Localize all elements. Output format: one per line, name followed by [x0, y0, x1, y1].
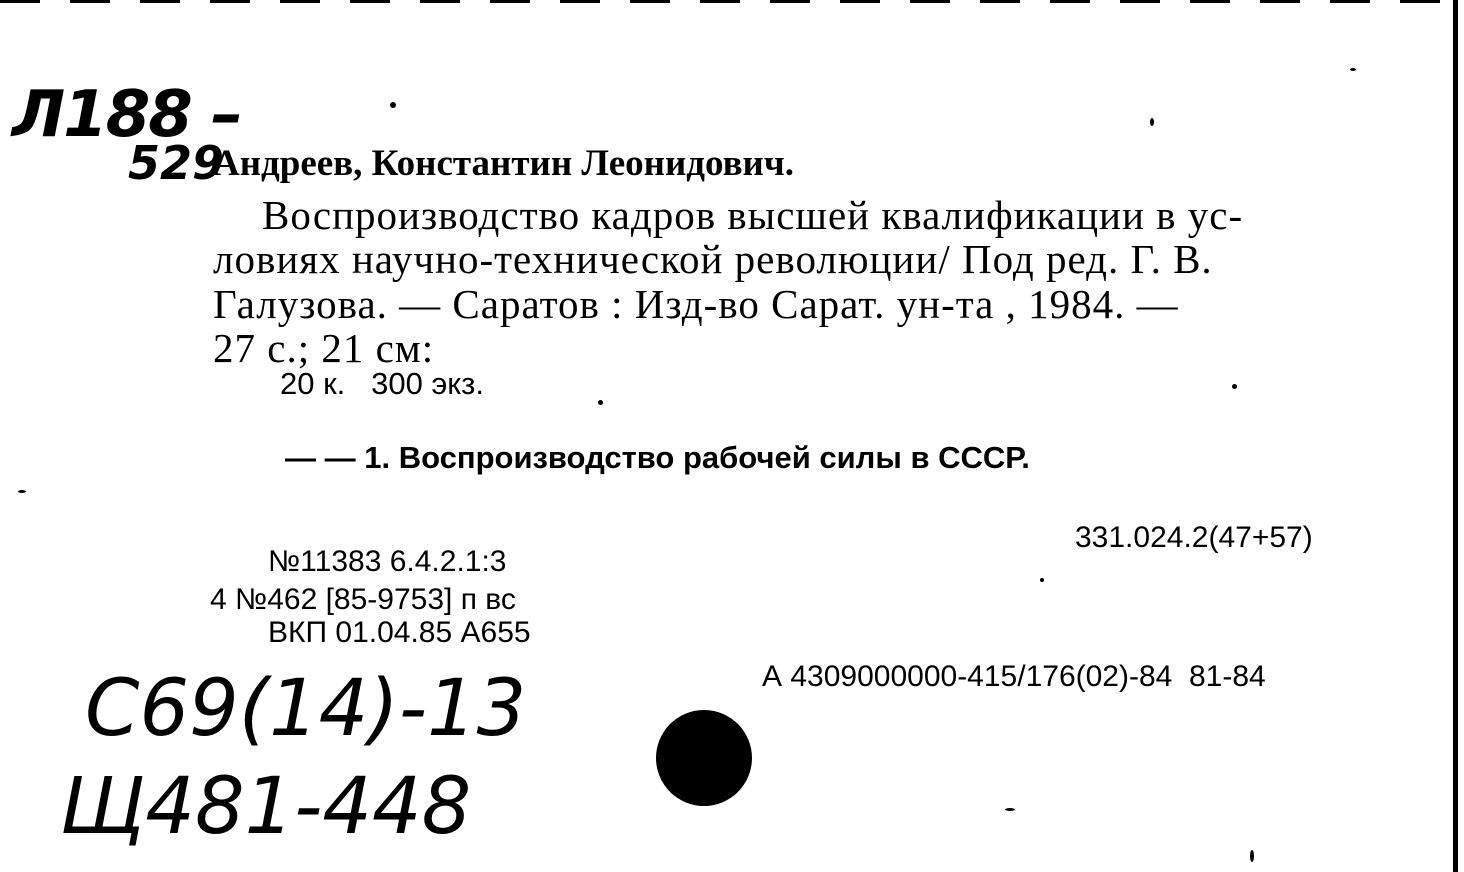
handwritten-shelf-mark-1: С69(14)-13 [85, 664, 527, 754]
card-top-edge [0, 0, 1464, 3]
dust-speck [598, 400, 603, 405]
registry-code-1: №11383 6.4.2.1:3 [268, 545, 507, 578]
dust-speck [390, 102, 396, 108]
description-line-1: Воспроизводство кадров высшей квалификации в ус- [262, 192, 1244, 238]
description-line-2: ловиях научно-технической революции/ Под ред. Г. В. [213, 236, 1213, 282]
dust-speck [1040, 578, 1044, 582]
description-line-3: Галузова. — Саратов : Изд-во Сарат. ун-та , 1984. — [213, 281, 1179, 327]
handwritten-card-number: 529 [128, 136, 225, 190]
punch-hole [656, 710, 752, 806]
handwritten-shelf-mark-2: Щ481-448 [60, 762, 472, 852]
dust-speck [18, 490, 26, 493]
registry-code-2: 4 №462 [85-9753] п вс [210, 583, 516, 616]
subject-heading: — — 1. Воспроизводство рабочей силы в СССР. [285, 440, 1030, 475]
dust-speck [1350, 68, 1356, 71]
registry-code-3: ВКП 01.04.85 А655 [268, 616, 531, 649]
handwritten-call-number: Л188 – [12, 78, 242, 152]
dust-speck [1150, 118, 1154, 126]
publication-code: А 4309000000-415/176(02)-84 81-84 [762, 660, 1266, 693]
card-right-edge [1453, 0, 1458, 872]
dust-speck [1232, 384, 1237, 389]
author-heading: Андреев, Константин Леонидович. [213, 143, 794, 184]
dust-speck [1005, 808, 1015, 811]
dust-speck [1250, 850, 1254, 862]
price-and-print-run: 20 к. 300 экз. [280, 366, 484, 401]
description-line-4: 27 с.; 21 см: [213, 325, 435, 371]
udc-classification: 331.024.2(47+57) [1075, 521, 1313, 554]
